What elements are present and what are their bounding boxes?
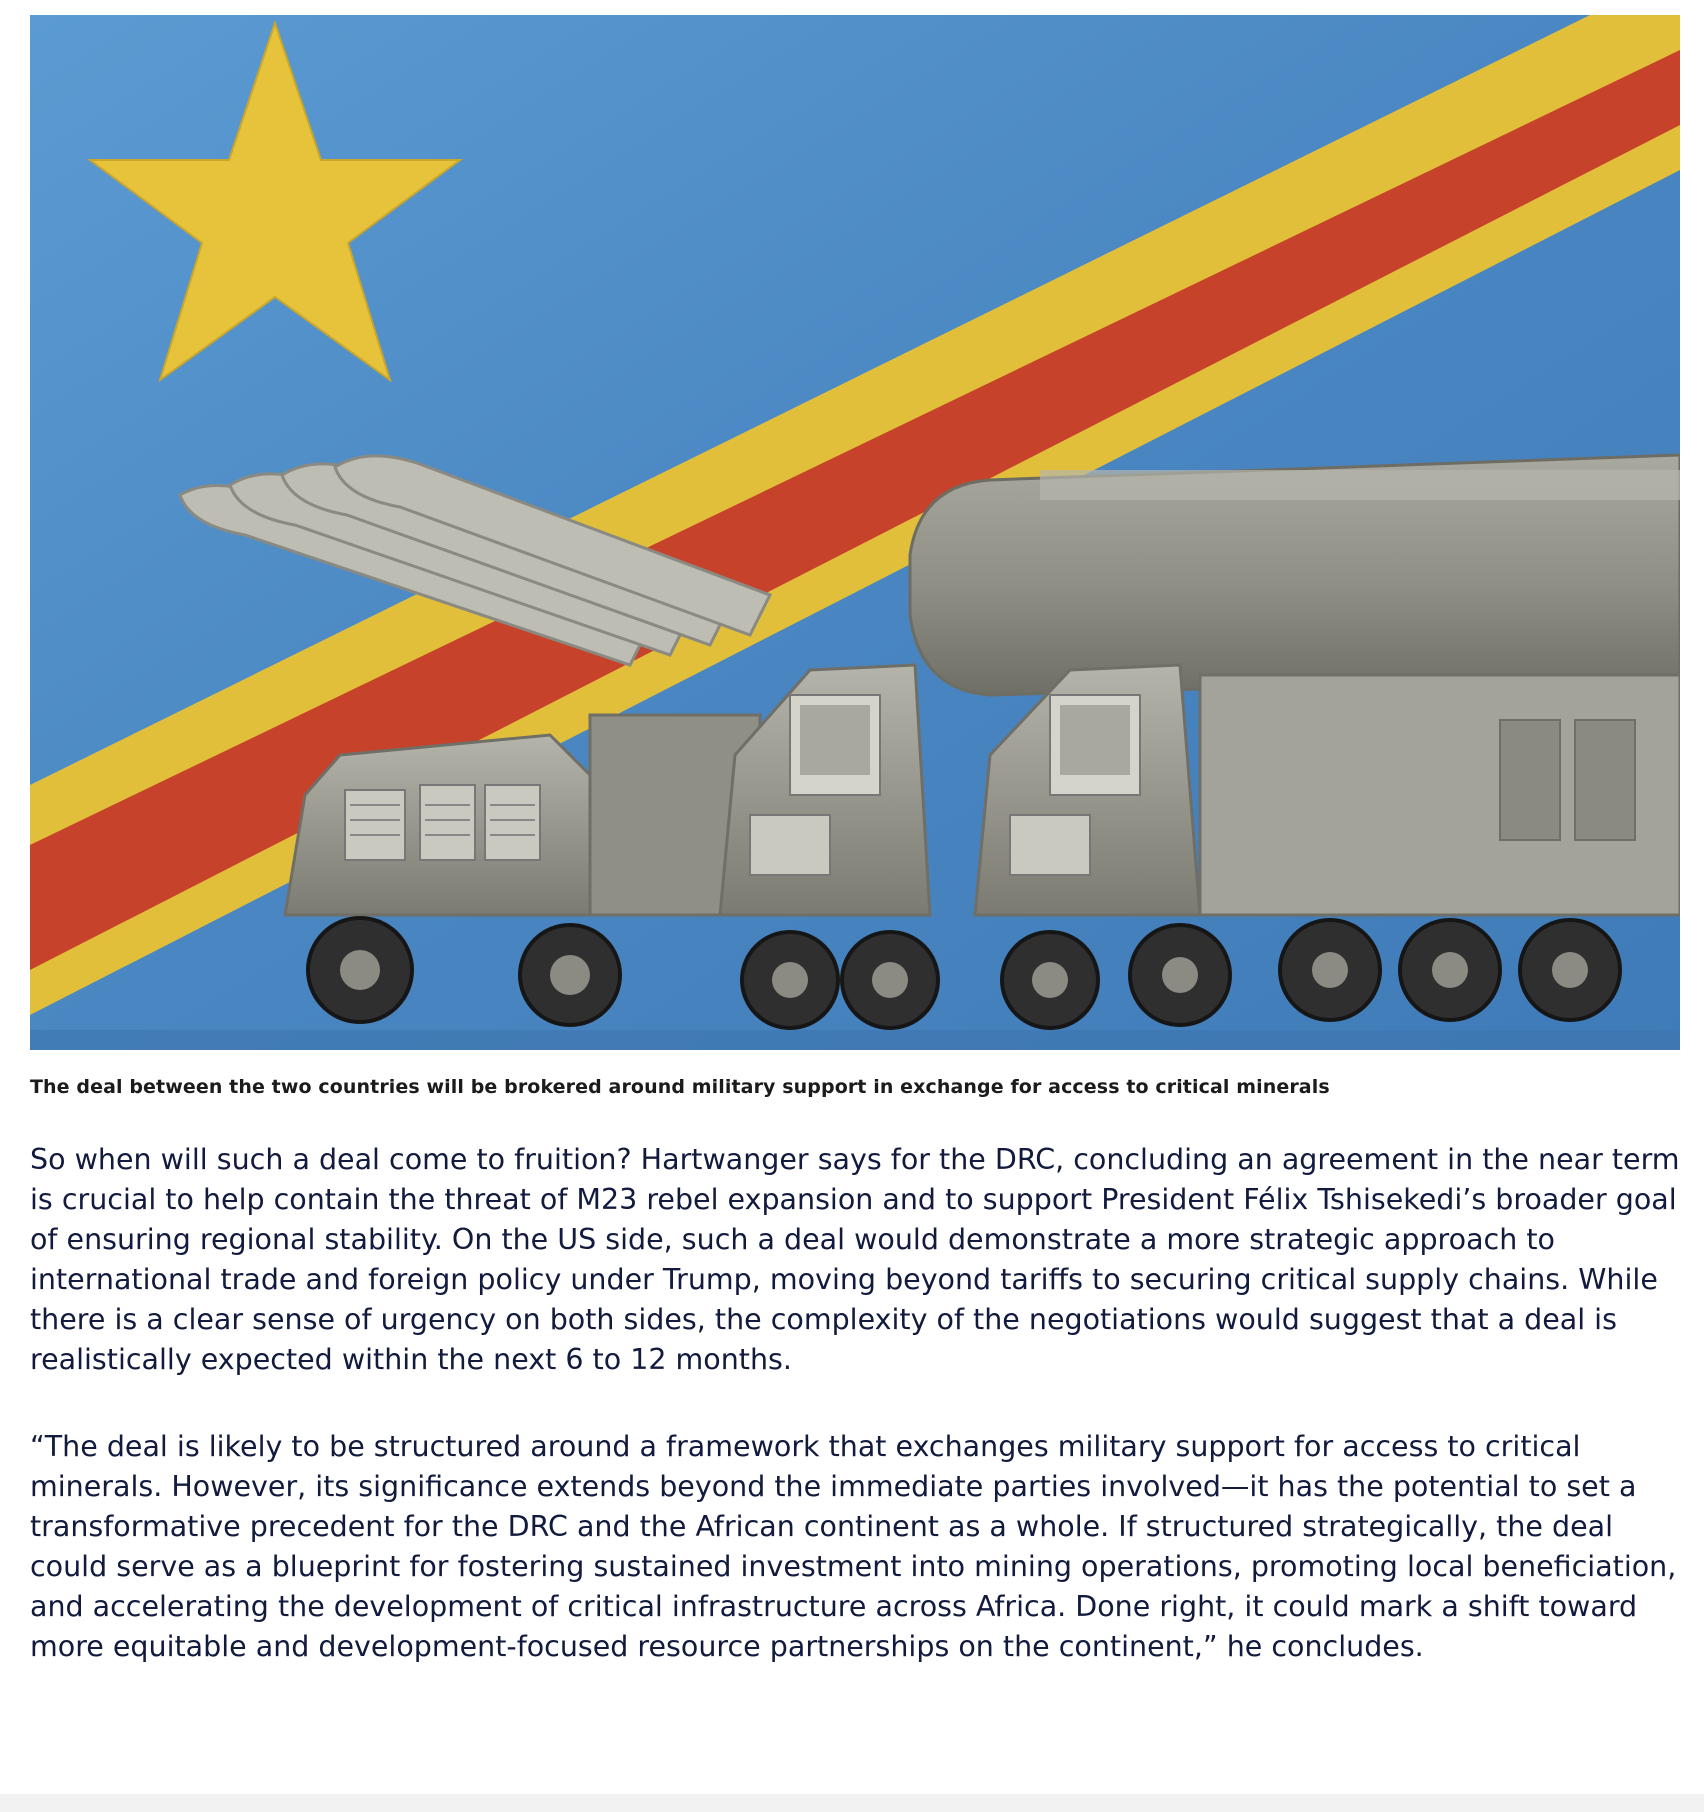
page-bottom-divider xyxy=(0,1794,1704,1812)
image-caption: The deal between the two countries will be brokered around military support in exchange for access to critical minerals xyxy=(30,1076,1330,1098)
article xyxy=(30,15,1680,1667)
hero-image xyxy=(30,15,1680,1050)
truck-right xyxy=(975,665,1680,915)
body-paragraph-1: So when will such a deal come to fruition? Hartwanger says for the DRC, concluding an agreement in the near term is crucial to help contain the threat of M23 rebel expansion and to support President Félix Tshisekedi’s broader goal of ensuring regional stability. On the US side, such a deal would demonstrate a more strategic approach to international trade and foreign policy under Trump, moving beyond tariffs to securing critical supply chains. While there is a clear sense of urgency on both sides, the complexity of the negotiations would suggest that a deal is realistically expected within the next 6 to 12 months. xyxy=(30,1143,1680,1376)
body-paragraph-2: “The deal is likely to be structured around a framework that exchanges military support for access to critical minerals. However, its significance extends beyond the immediate parties involved—it has the potential to set a transformative precedent for the DRC and the African continent as a whole. If structured strategically, the deal could serve as a blueprint for fostering sustained investment into mining operations, promoting local beneficiation, and accelerating the development of critical infrastructure across Africa. Done right, it could mark a shift toward more equitable and development-focused resource partnerships on the continent,” he concludes. xyxy=(30,1430,1677,1663)
drc-flag-missile-trucks-illustration xyxy=(30,15,1680,1050)
